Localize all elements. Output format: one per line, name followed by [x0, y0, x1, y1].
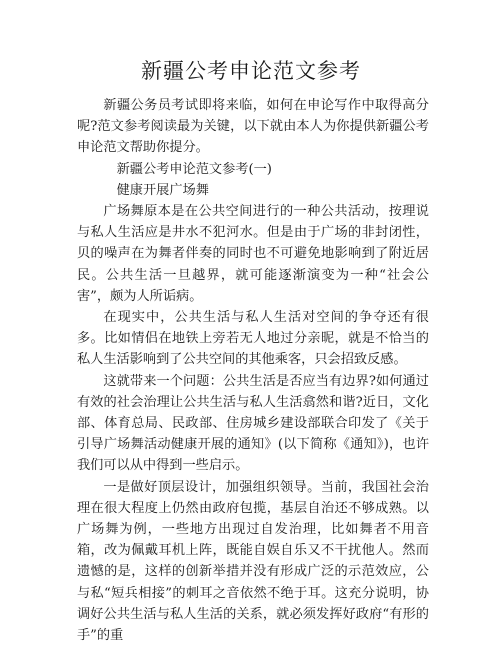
intro-paragraph: 新疆公务员考试即将来临，如何在申论写作中取得高分呢?范文参考阅读最为关键，以下就由本人为你提供新疆公考申论范文帮助你提分。 — [77, 98, 429, 156]
document-title: 新疆公考申论范文参考 — [141, 59, 361, 83]
body-paragraph: 广场舞原本是在公共空间进行的一种公共活动，按理说与私人生活应是井水不犯河水。但是由于广场的非封闭性，贝的噪声在为舞者伴奏的同时也不可避免地影响到了附近居民。公共生活一旦越界，就可能逐渐演变为一种“社会公害”，颇为人所诟病。 — [77, 204, 429, 304]
document-body — [77, 95, 429, 646]
body-paragraph: 这就带来一个问题：公共生活是否应当有边界?如何通过有效的社会治理让公共生活与私人生活翕然和谐?近日，文化部、体育总局、民政部、住房城乡建设部联合印发了《关于引导广场舞活动健康开展的通知》(以下简称《通知》)，也许我们可以从中得到一些启示。 — [77, 373, 429, 474]
section-heading: 新疆公考申论范文参考(一) — [116, 161, 272, 177]
body-paragraph: 一是做好顶层设计，加强组织领导。当前，我国社会治理在很大程度上仍然由政府包揽，基层自治还不够成熟。以广场舞为例，一些地方出现过自发治理，比如舞者不用音箱，改为佩戴耳机上阵，既能自娱自乐又不干扰他人。然而遗憾的是，这样的创新举措并没有形成广泛的示范效应，公与私“短兵相接”的刺耳之音依然不绝于耳。这充分说明，协调好公共生活与私人生活的关系，就必须发挥好政府“有形的手”的重 — [77, 479, 429, 644]
essay-title: 健康开展广场舞 — [116, 182, 209, 198]
body-paragraph: 在现实中，公共生活与私人生活对空间的争夺还有很多。比如情侣在地铁上旁若无人地过分亲昵，就是不恰当的私人生活影响到了公共空间的其他乘客，只会招致反感。 — [77, 310, 429, 368]
